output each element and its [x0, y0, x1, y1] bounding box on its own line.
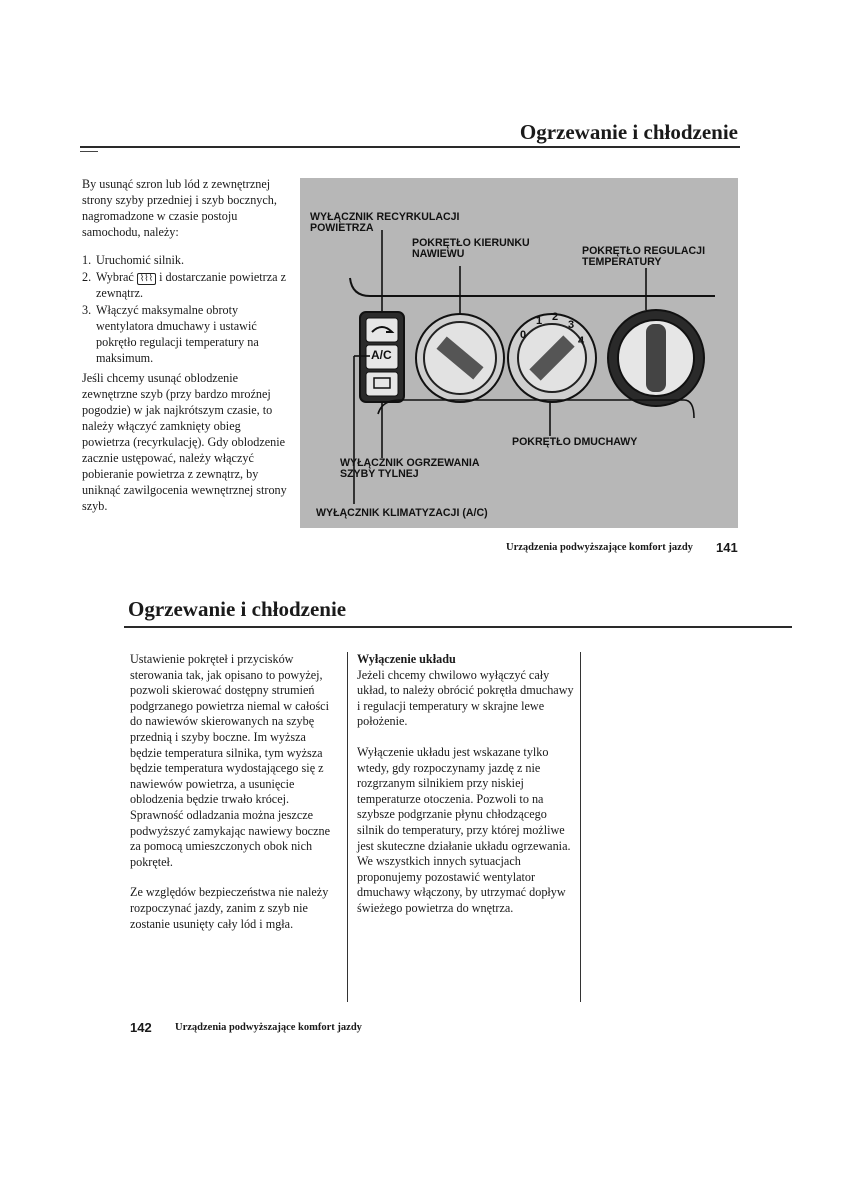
ac-button-label: A/C	[371, 348, 392, 362]
fan-digit: 0	[520, 329, 527, 341]
temperature-label	[582, 246, 722, 268]
ac-label: WYŁĄCZNIK KLIMATYZACJI (A/C)	[316, 507, 488, 519]
section-heading: Wyłączenie układu	[357, 652, 456, 666]
paragraph: Jeżeli chcemy chwilowo wyłączyć cały układ, to należy obrócić pokrętła dmuchawy i regulacji temperatury w skrajne lewe położenie.	[357, 667, 574, 729]
list-item	[82, 252, 288, 268]
recirculation-button[interactable]	[366, 318, 398, 342]
step-number: 2.	[82, 270, 92, 284]
vent-direction-knob[interactable]	[416, 314, 504, 402]
defrost-icon: ⌇⌇⌇	[137, 273, 156, 285]
column-right	[357, 652, 575, 932]
vent-direction-label	[412, 238, 532, 260]
dashboard-line	[350, 278, 715, 296]
temperature-knob[interactable]	[608, 310, 704, 406]
title-rule	[80, 146, 740, 148]
fan-speed-knob[interactable]	[508, 311, 596, 402]
step-text: i dostarczanie powietrza z zewnątrz.	[96, 270, 287, 300]
page-title: Ogrzewanie i chłodzenie	[128, 597, 347, 621]
fan-digit: 1	[536, 315, 543, 327]
label-text: WYŁĄCZNIK RECYRKULACJI POWIETRZA	[310, 211, 460, 234]
page-number: 142	[130, 1020, 152, 1035]
control-panel-photo	[300, 178, 738, 528]
title-rule	[124, 626, 792, 628]
step-text: Wybrać	[96, 270, 134, 284]
page-footer: Urządzenia podwyższające komfort jazdy	[506, 542, 693, 553]
step-text: Włączyć maksymalne obroty wentylatora dmuchawy i ustawić pokrętło regulacji temperatury na maksimum.	[96, 303, 259, 365]
step-text: Uruchomić silnik.	[96, 253, 185, 267]
recirculation-paragraph: Jeśli chcemy usunąć oblodzenie zewnętrzne szyb (przy bardzo mroźnej pogodzie) w jak najkrótszym czasie, to należy włączyć zamknięty obieg powietrza (recyrkulację). Gdy oblodzenie zacznie ustępować, należy włączyć pobieranie powietrza z zewnątrz, by uniknąć zawilgocenia wewnętrznej strony szyb.	[82, 371, 287, 513]
column-divider	[580, 652, 581, 1002]
divider	[80, 151, 98, 152]
label-text: POKRĘTŁO KIERUNKU NAWIEWU	[412, 237, 530, 260]
column-divider	[347, 652, 348, 1002]
fan-label: POKRĘTŁO DMUCHAWY	[512, 436, 638, 448]
list-item	[82, 302, 288, 366]
rear-defrost-label	[340, 458, 500, 480]
label-text: POKRĘTŁO REGULACJI TEMPERATURY	[582, 245, 706, 268]
paragraph: Ze względów bezpieczeństwa nie należy rozpoczynać jazdy, zanim z szyb nie zostanie usunięty cały lód i mgła.	[130, 885, 329, 931]
rear-defrost-button[interactable]	[366, 372, 398, 396]
fan-digit: 3	[568, 319, 575, 331]
page-title: Ogrzewanie i chłodzenie	[519, 120, 738, 144]
step-number: 1.	[82, 253, 92, 267]
label-text: WYŁĄCZNIK OGRZEWANIA SZYBY TYLNEJ	[340, 457, 480, 480]
paragraph: Wyłączenie układu jest wskazane tylko wtedy, gdy rozpoczynamy jazdę z nie rozgrzanym silnikiem przy niskiej temperaturze otoczenia. Pozwoli to na szybsze podgrzanie płynu chłodzącego silnik do temperatury, przy której możliwe jest skuteczne działanie układu ogrzewania. We wszystkich innych sytuacjach proponujemy pozostawić wentylator dmuchawy włączony, by utrzymać dopływ świeżego powietrza do wnętrza.	[357, 744, 571, 915]
steps-list	[82, 252, 288, 367]
step-number: 3.	[82, 303, 92, 317]
page-footer: Urządzenia podwyższające komfort jazdy	[175, 1022, 362, 1033]
recirculation-label	[310, 212, 460, 234]
page-number: 141	[716, 540, 738, 555]
intro-paragraph: By usunąć szron lub lód z zewnętrznej strony szyby przedniej i szyb bocznych, nagromadzone w czasie postoju samochodu, należy:	[82, 177, 277, 239]
column-left	[130, 652, 340, 947]
fan-digit: 2	[552, 311, 559, 323]
fan-digit: 4	[578, 335, 585, 347]
list-item	[82, 269, 288, 301]
paragraph: Ustawienie pokręteł i przycisków sterowania tak, jak opisano to powyżej, pozwoli skierować dostępny strumień podgrzanego powietrza niemal w całości do nawiewów skierowanych na szybę przednią i szyby boczne. Im wyższa będzie temperatura silnika, tym wyższa będzie temperatura wydostającego się z nawiewów powietrza, a usunięcie oblodzenia będzie trwało krócej. Sprawność odladzania można jeszcze podwyższyć zamykając nawiewy boczne za pomocą umieszczonych obok nich pokręteł.	[130, 652, 330, 869]
